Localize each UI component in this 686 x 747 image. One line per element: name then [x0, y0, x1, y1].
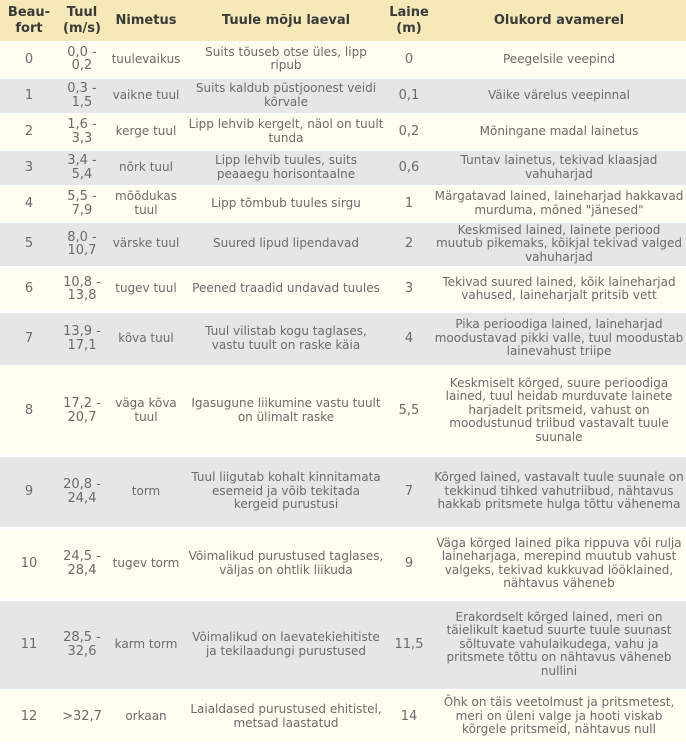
wave-height-cell: 0,1: [386, 78, 432, 114]
beaufort-cell: 12: [0, 690, 58, 744]
wind-speed-cell: 17,2 - 20,7: [58, 366, 106, 456]
table-row: [0, 114, 686, 150]
header-effect: [186, 0, 386, 42]
header-name-label: Nimetus: [115, 12, 177, 28]
header-effect-label: Tuule mõju laeval: [221, 12, 351, 28]
beaufort-cell: 6: [0, 267, 58, 312]
ship-effect-cell: Võimalikud on laevatekiehitiste ja tekilaadungi purustused: [186, 600, 386, 690]
table-row: [0, 456, 686, 528]
wave-height-cell: 0: [386, 42, 432, 78]
table-row: [0, 366, 686, 456]
wind-name-cell: karm torm: [106, 600, 186, 690]
header-beaufort: [0, 0, 58, 42]
wave-height-cell: 0,2: [386, 114, 432, 150]
wind-name-cell: mõõdukas tuul: [106, 186, 186, 222]
wave-height-cell: 0,6: [386, 150, 432, 186]
wind-speed-cell: 28,5 - 32,6: [58, 600, 106, 690]
wind-speed-cell: 8,0 - 10,7: [58, 222, 106, 267]
beaufort-cell: 3: [0, 150, 58, 186]
wind-name-cell: värske tuul: [106, 222, 186, 267]
wind-speed-cell: 24,5 - 28,4: [58, 528, 106, 600]
header-row: [0, 0, 686, 42]
wind-name-cell: väga kõva tuul: [106, 366, 186, 456]
table-row: [0, 42, 686, 78]
table-row: [0, 267, 686, 312]
ship-effect-cell: Lipp lehvib tuules, suits peaaegu horisontaalne: [186, 150, 386, 186]
wind-speed-cell: 10,8 - 13,8: [58, 267, 106, 312]
wave-height-cell: 9: [386, 528, 432, 600]
ship-effect-cell: Tuul liigutab kohalt kinnitamata esemeid ja võib tekitada kergeid purustusi: [186, 456, 386, 528]
sea-state-cell: Õhk on täis veetolmust ja pritsmetest, meri on üleni valge ja hooti viskab kõrgele pritsmeid, nähtavus null: [432, 690, 686, 744]
wind-speed-cell: 5,5 - 7,9: [58, 186, 106, 222]
header-wind-label: Tuul (m/s): [63, 4, 101, 36]
wind-speed-cell: 1,6 - 3,3: [58, 114, 106, 150]
sea-state-cell: Tekivad suured lained, kõik laineharjad vahused, laineharjalt pritsib vett: [432, 267, 686, 312]
beaufort-cell: 9: [0, 456, 58, 528]
sea-state-cell: Tuntav lainetus, tekivad klaasjad vahuharjad: [432, 150, 686, 186]
sea-state-cell: Kõrged lained, vastavalt tuule suunale on tekkinud tihked vahutriibud, nähtavus hakkab pritsmete hulga tõttu vähenema: [432, 456, 686, 528]
wind-speed-cell: 0,3 - 1,5: [58, 78, 106, 114]
sea-state-cell: Pika perioodiga lained, laineharjad moodustavad pikki valle, tuul moodustab lainevahust triipe: [432, 312, 686, 366]
wind-speed-cell: 13,9 - 17,1: [58, 312, 106, 366]
ship-effect-cell: Lipp tõmbub tuules sirgu: [186, 186, 386, 222]
sea-state-cell: Väga kõrged lained pika rippuva või rulja laineharjaga, merepind muutub vahust valgeks, tekivad kukkuvad lööklained, nähtavus väheneb: [432, 528, 686, 600]
wind-name-cell: vaikne tuul: [106, 78, 186, 114]
sea-state-cell: Märgatavad lained, laineharjad hakkavad murduma, mõned "jänesed": [432, 186, 686, 222]
wave-height-cell: 2: [386, 222, 432, 267]
wave-height-cell: 14: [386, 690, 432, 744]
wave-height-cell: 11,5: [386, 600, 432, 690]
wind-speed-cell: 0,0 - 0,2: [58, 42, 106, 78]
beaufort-cell: 8: [0, 366, 58, 456]
table-row: [0, 150, 686, 186]
header-wave: [386, 0, 432, 42]
sea-state-cell: Keskmised lained, lainete periood muutub pikemaks, kõikjal tekivad valged vahuharjad: [432, 222, 686, 267]
wind-name-cell: torm: [106, 456, 186, 528]
ship-effect-cell: Suits tõuseb otse üles, lipp ripub: [186, 42, 386, 78]
sea-state-cell: Keskmiselt kõrged, suure perioodiga lained, tuul heidab murduvate lainete harjadelt pritsmeid, vahust on moodustunud triibud vastavalt tuule suunale: [432, 366, 686, 456]
header-sea-label: Olukord avamerel: [493, 12, 625, 28]
beaufort-cell: 7: [0, 312, 58, 366]
beaufort-cell: 0: [0, 42, 58, 78]
wind-name-cell: nõrk tuul: [106, 150, 186, 186]
ship-effect-cell: Tuul vilistab kogu taglases, vastu tuult on raske käia: [186, 312, 386, 366]
table-row: [0, 600, 686, 690]
table-row: [0, 528, 686, 600]
header-name: [106, 0, 186, 42]
ship-effect-cell: Igasugune liikumine vastu tuult on ülimalt raske: [186, 366, 386, 456]
beaufort-cell: 10: [0, 528, 58, 600]
beaufort-cell: 11: [0, 600, 58, 690]
ship-effect-cell: Peened traadid undavad tuules: [186, 267, 386, 312]
table-row: [0, 186, 686, 222]
ship-effect-cell: Suits kaldub püstjoonest veidi kõrvale: [186, 78, 386, 114]
header-sea-state: [432, 0, 686, 42]
header-wind-speed: [58, 0, 106, 42]
wind-speed-cell: 20,8 - 24,4: [58, 456, 106, 528]
wind-name-cell: orkaan: [106, 690, 186, 744]
ship-effect-cell: Lipp lehvib kergelt, näol on tuult tunda: [186, 114, 386, 150]
sea-state-cell: Erakordselt kõrged lained, meri on täielikult kaetud suurte tuule suunast sõltuvate vahulaikudega, vahu ja pritsmete tõttu on nähtavus väheneb nullini: [432, 600, 686, 690]
wave-height-cell: 1: [386, 186, 432, 222]
sea-state-cell: Mõningane madal lainetus: [432, 114, 686, 150]
wind-name-cell: kerge tuul: [106, 114, 186, 150]
wind-name-cell: kõva tuul: [106, 312, 186, 366]
wind-name-cell: tugev torm: [106, 528, 186, 600]
wind-speed-cell: 3,4 - 5,4: [58, 150, 106, 186]
header-beaufort-label: Beau- fort: [7, 4, 51, 36]
beaufort-cell: 1: [0, 78, 58, 114]
table-row: [0, 78, 686, 114]
ship-effect-cell: Suured lipud lipendavad: [186, 222, 386, 267]
beaufort-cell: 4: [0, 186, 58, 222]
table-row: [0, 690, 686, 744]
beaufort-cell: 5: [0, 222, 58, 267]
sea-state-cell: Peegelsile veepind: [432, 42, 686, 78]
wave-height-cell: 4: [386, 312, 432, 366]
wind-speed-cell: >32,7: [58, 690, 106, 744]
beaufort-cell: 2: [0, 114, 58, 150]
wave-height-cell: 5,5: [386, 366, 432, 456]
ship-effect-cell: Laialdased purustused ehitistel, metsad laastatud: [186, 690, 386, 744]
header-wave-label: Laine (m): [389, 4, 429, 36]
sea-state-cell: Väike värelus veepinnal: [432, 78, 686, 114]
ship-effect-cell: Võimalikud purustused taglases, väljas on ohtlik liikuda: [186, 528, 386, 600]
table-row: [0, 222, 686, 267]
wind-name-cell: tugev tuul: [106, 267, 186, 312]
wave-height-cell: 3: [386, 267, 432, 312]
wind-name-cell: tuulevaikus: [106, 42, 186, 78]
table-row: [0, 312, 686, 366]
wave-height-cell: 7: [386, 456, 432, 528]
